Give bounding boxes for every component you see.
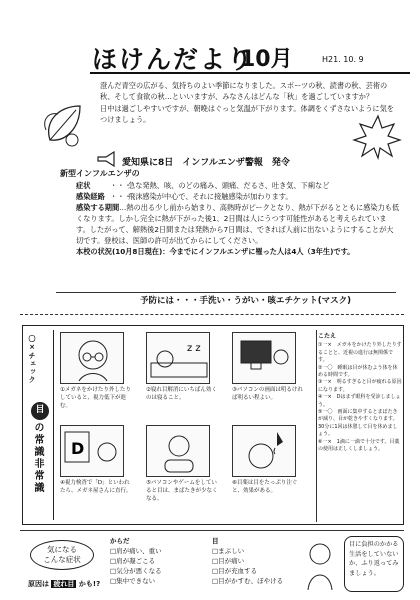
check-item-caption: ②寝れ目解消にいちばん効くのは寝ること。 [146,387,217,401]
check-label: 〇×チェック [28,335,36,384]
intro-paragraph-2: 日中は過ごしやすいですが、朝晩はぐっと気温が下がります。体調をくずさないように気をつけましょう。 [100,104,394,124]
flu-heading: 新型インフルエンザの [60,169,140,178]
answers-title: こたえ [318,333,337,340]
symptom-label: 症状 [76,181,91,190]
svg-text:D: D [71,439,85,458]
eye-symptom-item: □目が充血する [212,567,258,575]
period-label: 感染する期間 [76,203,120,212]
eye-chart-icon [61,426,124,477]
check-item-caption: ④視力検査で「D」といわれたら、メガネ屋さんに直行。 [60,480,132,494]
eye-symptom-item: □目がかすむ、ぼやける [212,577,284,585]
eye-drop-icon [233,426,296,477]
flu-warning-title: 愛知県に8日 インフルエンザ警報 発令 [122,158,290,168]
monitor-icon [233,333,296,384]
intro-text [100,80,400,126]
route-label: 感染経路 [76,192,105,201]
check-item-caption: ⑥目薬は目をたっぷり注ぐと、効果がある。 [232,480,298,494]
symptom-dots: ・・・ [110,181,132,190]
answers-panel [318,333,402,454]
body-symptom-item: □気分が悪くなる [110,567,162,575]
check-item [60,332,134,410]
symptom-row [60,180,400,191]
flu-details [60,180,400,257]
school-status: 本校の状況(10月8日現在)：今までにインフルエンザに罹った人は4人（3年生)です。 [76,247,355,256]
eye-symptom-list [212,536,283,586]
body-symptom-heading: からだ [110,537,130,545]
bottom-divider [20,530,404,531]
body-symptom-item: □肩が凝ごこる [110,557,156,565]
eye-drop-illustration [232,425,296,477]
eye-symptom-item: □目が痛い [212,557,245,565]
autumn-leaves-illustration-left [40,100,92,152]
game-controller-icon [147,426,210,477]
glasses-illustration [60,332,124,384]
sleep-icon [147,333,210,384]
computer-illustration [232,332,296,384]
child-icon [300,540,340,592]
route-dots: ・・・ [110,192,132,201]
child-illustration [300,540,340,592]
answer-item: ②一〇 睡眠は目が休むよう体を休める時間です。 [318,364,398,379]
svg-text:z z: z z [187,343,201,354]
answer-item: ⑤一〇 画面に集中するとまばたきが減り、目が乾きやすくなります。30分に1回は休憩して目を休めましょう。 [318,409,398,438]
advice-box: 目に負担のかかる生活をしていないか、ふり返ってみましょう。 [344,536,404,592]
check-title: の常識非常識 [32,422,43,494]
newsletter-title: ほけんだより [92,45,255,74]
body-symptom-item: □集中できない [110,577,156,585]
route-text: 飛沫感染が中心で、それに接触感染が加わります。 [128,192,293,201]
check-item [232,332,306,402]
section-divider [20,314,404,315]
game-illustration [146,425,210,477]
answer-item: ④一× Dはまず眼科を受診しましょう。 [318,394,401,408]
cause-line [28,579,100,589]
month-label: 10月 [240,47,293,72]
check-item-caption: ⑤パソコンやゲームをしていると目は、まばたきが少なくなる。 [146,480,218,502]
glasses-icon [61,333,124,384]
answer-item: ①一× メガネをかけたり外したりすることと、近視の進行は無関係です。 [318,342,402,364]
title-divider [90,72,410,74]
eye-badge: 目 [31,402,49,420]
prevention-banner: 予防には・・・手洗い・うがい・咳エチケット(マスク) [140,296,352,306]
route-row [60,191,400,202]
warning-graphic [96,151,118,167]
body-symptom-list [110,536,162,586]
cause-highlight: 疲れ目 [53,580,75,588]
period-text: …熱の出る少し前から始まり、高熱時がピークとなり、熱が下がるとともに感染力も低くなります。しかし完全に熱が下がった後1、2日間は人にうつす可能性があると考えられています。したがって、解熱後2日間または発熱から7日間は、できれば人前に出ないようにすることが大切です。登校は、医師の許可が出てからにしてください。 [76,203,400,245]
check-item-caption: ①メガネをかけたり外したりしていると、視力低下が進む。 [60,387,131,409]
sleeping-illustration [146,332,210,384]
issue-date: H21. 10. 9 [322,55,364,64]
eye-symptom-item: □まぶしい [212,547,245,555]
intro-paragraph-1: 澄んだ青空の広がる、気持ちのよい季節になりました。スポーツの秋、読書の秋、芸術の秋、そして食欲の秋…といいますが、みなさんはどんな「秋」を過ごしていますか？ [100,81,388,101]
symptom-bubble: 気になる こんな症状 [30,540,94,570]
answer-item: ⑥一× 1滴に一滴で十分です。目薬の使用は正しくしましょう。 [318,438,400,453]
period-paragraph [60,202,400,246]
answer-item: ③一× 明るすぎると目が疲れる原因になります。 [318,379,402,393]
check-item [146,425,220,503]
cause-prefix: 原因は [28,580,49,588]
check-item [146,332,220,402]
check-item [232,425,306,495]
check-item [60,425,134,495]
eye-chart-illustration [60,425,124,477]
body-symptom-item: □肩が痛い、重い [110,547,162,555]
cause-suffix: かも!? [78,580,101,588]
check-item-caption: ③パソコンの画面は明るければ明るい程よい。 [232,387,303,401]
symptom-text: 急な発熱、咳、のどの痛み、頭痛、だるさ、吐き気、下痢など [128,181,330,190]
answers-divider [316,330,317,522]
leaf-icon [40,100,92,152]
eye-symptom-heading: 目 [212,537,219,545]
megaphone-icon [96,151,118,167]
prevention-divider [56,292,396,293]
